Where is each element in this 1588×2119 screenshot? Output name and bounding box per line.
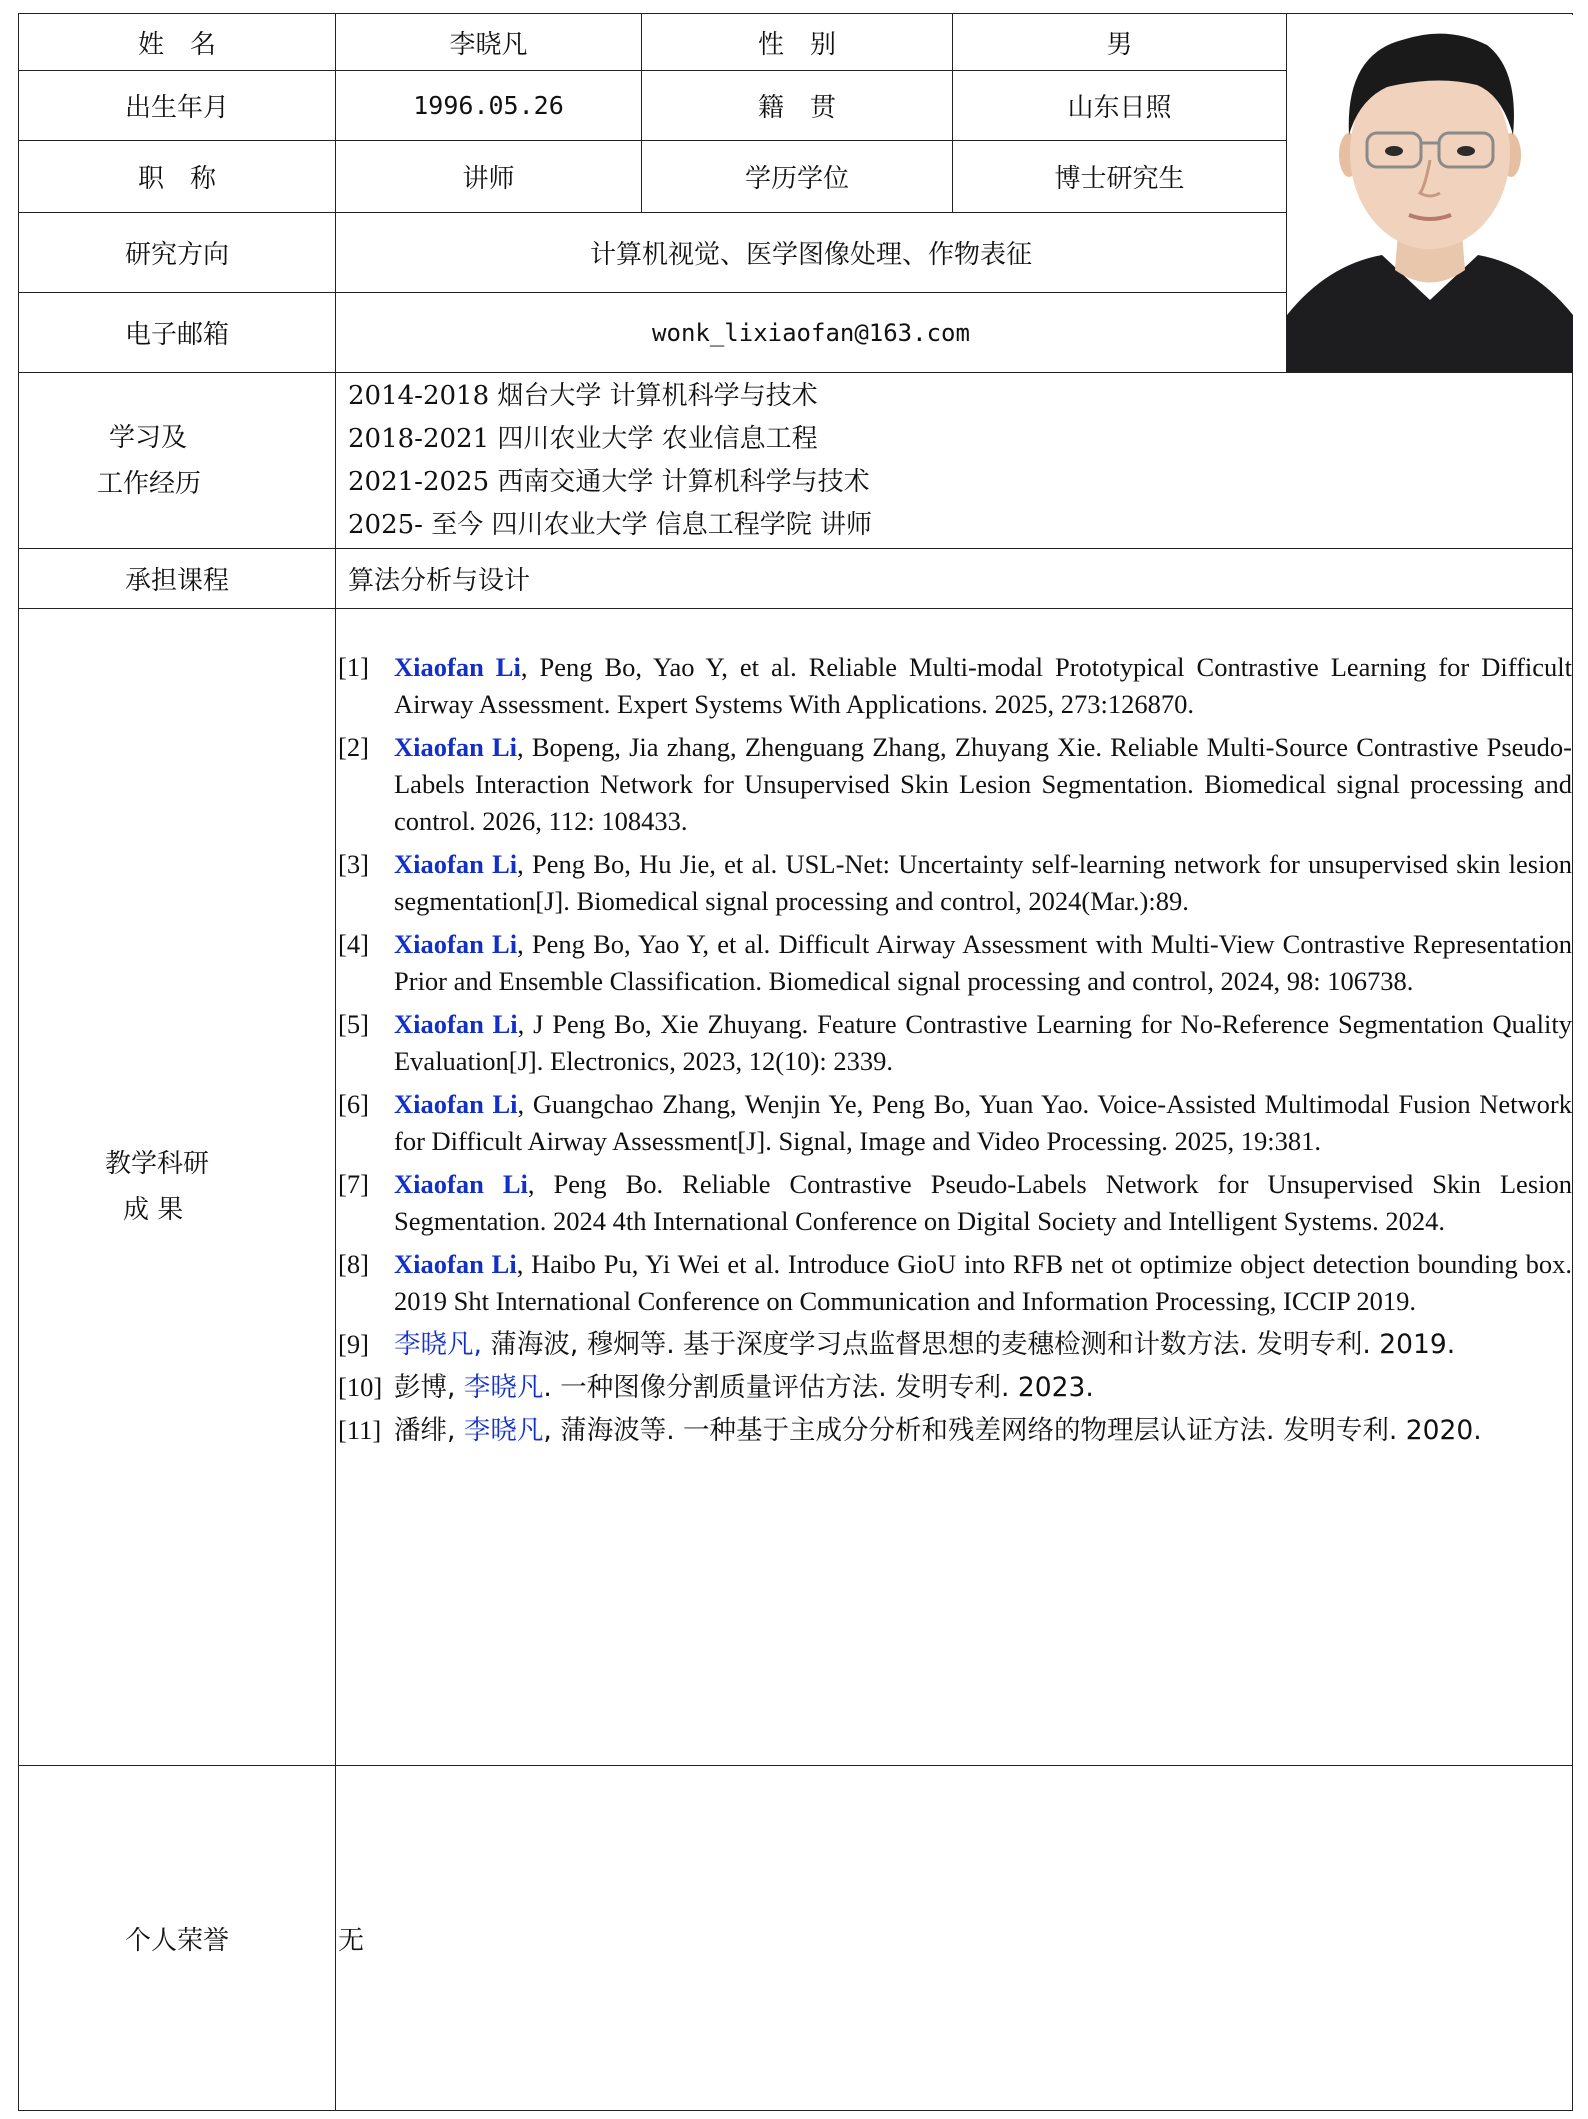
title-value: 讲师 [336,141,642,213]
education-entry: 2021-2025 西南交通大学 计算机科学与技术 [348,466,870,497]
publication-text [394,1246,1572,1320]
publication-detail: , Bopeng, Jia zhang, Zhenguang Zhang, Zhuyang Xie. Reliable Multi-Source Contrastive Pseudo-Labels Interaction Network for Unsupervised Skin Lesion Segmentation. Biomedical signal processing and control. 2026, 112: 108433. [394,732,1572,836]
education-list [336,373,1573,549]
publication-detail: . 一种图像分割质量评估方法. 发明专利. 2023. [543,1372,1094,1403]
publication-number: [6] [338,1089,369,1119]
publication-text [394,1369,1572,1406]
birth-label: 出生年月 [19,71,336,141]
origin-value: 山东日照 [953,71,1287,141]
name-value: 李晓凡 [336,14,642,71]
publication-author: 李晓凡, [394,1329,482,1360]
education-entry: 2014-2018 烟台大学 计算机科学与技术 [348,380,818,411]
publication-item [336,1086,1572,1160]
publication-item [336,1166,1572,1240]
publication-author: Xiaofan Li [394,849,518,879]
publication-number: [10] [338,1372,383,1402]
publication-item [336,926,1572,1000]
research-label: 研究方向 [19,213,336,293]
publication-detail: , Peng Bo, Hu Jie, et al. USL-Net: Uncertainty self-learning network for unsupervised skin lesion segmentation[J]. Biomedical signal processing and control, 2024(Mar.):89. [394,849,1572,916]
portrait-image [1287,15,1573,372]
publication-item [336,1412,1572,1449]
publication-item [336,1006,1572,1080]
publication-number: [1] [338,652,369,682]
education-label-line1: 学习及 [109,422,188,453]
publications-label-line2: 成 果 [123,1195,184,1225]
publication-number: [2] [338,732,369,762]
email-label: 电子邮箱 [19,293,336,373]
honors-label: 个人荣誉 [19,1766,336,2111]
education-entry: 2025- 至今 四川农业大学 信息工程学院 讲师 [348,509,873,540]
name-label: 姓 名 [19,14,336,71]
publication-detail: , Peng Bo. Reliable Contrastive Pseudo-Labels Network for Unsupervised Skin Lesion Segmentation. 2024 4th International Conference on Digital Society and Intelligent Systems. 2024. [394,1169,1572,1236]
education-entry: 2018-2021 四川农业大学 农业信息工程 [348,423,818,454]
gender-label: 性 别 [642,14,953,71]
publication-detail: , Haibo Pu, Yi Wei et al. Introduce GioU into RFB net ot optimize object detection bounding box. 2019 Sht International Conference on Communication and Information Processing, ICCIP 2019. [394,1249,1572,1316]
publication-coauthor: 彭博, [394,1372,464,1403]
publication-item [336,649,1572,723]
publication-author: Xiaofan Li [394,1249,517,1279]
birth-value: 1996.05.26 [336,71,642,141]
publications-label [19,609,336,1766]
publication-coauthor: 潘绯, [394,1415,464,1446]
research-value: 计算机视觉、医学图像处理、作物表征 [336,213,1287,293]
publication-detail: , Peng Bo, Yao Y, et al. Reliable Multi-modal Prototypical Contrastive Learning for Difficult Airway Assessment. Expert Systems With Applications. 2025, 273:126870. [394,652,1573,719]
publication-detail: , Guangchao Zhang, Wenjin Ye, Peng Bo, Yuan Yao. Voice-Assisted Multimodal Fusion Network for Difficult Airway Assessment[J]. Signal, Image and Video Processing. 2025, 19:381. [394,1089,1572,1156]
publication-author: 李晓凡 [463,1372,544,1403]
publication-author: 李晓凡 [463,1415,544,1446]
publication-number: [7] [338,1169,369,1199]
publication-text [394,1326,1572,1363]
honors-value: 无 [336,1766,1573,2111]
publication-item [336,1369,1572,1406]
publication-author: Xiaofan Li [394,1169,528,1199]
publication-author: Xiaofan Li [394,1009,518,1039]
publication-number: [11] [338,1415,382,1445]
publications-label-line1: 教学科研 [105,1149,210,1179]
publication-detail: 蒲海波, 穆炯等. 基于深度学习点监督思想的麦穗检测和计数方法. 发明专利. 2019. [481,1329,1456,1360]
degree-label: 学历学位 [642,141,953,213]
gender-value: 男 [953,14,1287,71]
publication-detail: , 蒲海波等. 一种基于主成分分析和残差网络的物理层认证方法. 发明专利. 2020. [543,1415,1482,1446]
publication-text [394,729,1572,840]
title-label: 职 称 [19,141,336,213]
education-label-line2: 工作经历 [97,468,202,499]
publication-author: Xiaofan Li [394,929,518,959]
publication-author: Xiaofan Li [394,652,521,682]
publication-text [394,1166,1572,1240]
publication-number: [5] [338,1009,369,1039]
publication-item [336,846,1572,920]
publications-list [336,609,1573,1766]
publication-detail: , Peng Bo, Yao Y, et al. Difficult Airway Assessment with Multi-View Contrastive Representation Prior and Ensemble Classification. Biomedical signal processing and control, 2024, 98: 106738. [394,929,1573,996]
publication-item [336,729,1572,840]
publication-text [394,1006,1572,1080]
publication-text [394,846,1572,920]
publication-number: [3] [338,849,369,879]
courses-label: 承担课程 [19,549,336,609]
portrait-photo [1287,14,1573,373]
publication-text [394,926,1572,1000]
publication-text [394,1086,1572,1160]
publication-number: [8] [338,1249,369,1279]
courses-value: 算法分析与设计 [336,549,1573,609]
publication-number: [9] [338,1329,369,1359]
degree-value: 博士研究生 [953,141,1287,213]
publication-author: Xiaofan Li [394,732,518,762]
publication-text [394,649,1572,723]
email-value: wonk_lixiaofan@163.com [336,293,1287,373]
publication-detail: , J Peng Bo, Xie Zhuyang. Feature Contrastive Learning for No-Reference Segmentation Quality Evaluation[J]. Electronics, 2023, 12(10): 2339. [394,1009,1572,1076]
publication-item [336,1246,1572,1320]
publication-item [336,1326,1572,1363]
publication-text [394,1412,1572,1449]
resume-table [18,13,1573,2111]
publication-number: [4] [338,929,369,959]
education-label [19,373,336,549]
publication-author: Xiaofan Li [394,1089,518,1119]
origin-label: 籍 贯 [642,71,953,141]
